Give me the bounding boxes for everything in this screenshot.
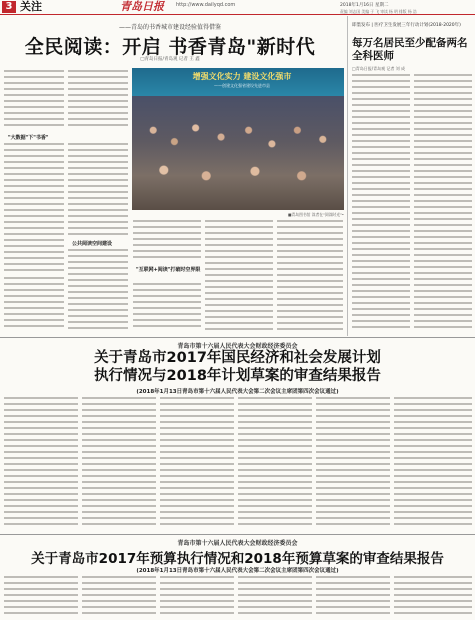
report1-subtitle: (2018年1月13日青岛市第十六届人民代表大会第二次会议主席团第四次会议通过) — [136, 389, 339, 395]
lead-subhead-3: "互联网+阅读"打破时空界限 — [136, 267, 201, 273]
report2-subtitle: (2018年1月13日青岛市第十六届人民代表大会第二次会议主席团第四次会议通过) — [136, 568, 339, 574]
column-divider — [347, 16, 348, 336]
section-divider-2 — [0, 534, 475, 535]
report1-col2 — [82, 397, 156, 529]
photo-banner-subtext: ——创建文化强省建设先进市县 — [214, 83, 270, 88]
lead-body-col3 — [133, 220, 201, 262]
report1-col6 — [394, 397, 472, 529]
lead-body-col2b — [68, 143, 128, 238]
section-title: 关注 — [20, 0, 42, 13]
report1-col4 — [238, 397, 312, 529]
photo-banner-text: 增强文化实力 建设文化强市 — [192, 72, 292, 81]
report1-col3 — [160, 397, 234, 529]
photo-crowd — [132, 96, 344, 210]
lead-body-col1 — [4, 70, 64, 130]
lead-body-col1c — [4, 277, 64, 331]
lead-body-col3b — [133, 283, 201, 331]
report1-headline-line1[interactable]: 关于青岛市2017年国民经济和社会发展计划 — [94, 350, 381, 366]
report2-headline[interactable]: 关于青岛市2017年预算执行情况和2018年预算草案的审查结果报告 — [31, 551, 444, 567]
lead-body-col4 — [205, 220, 273, 331]
sidebar-kicker: 即墨发布 | 医疗卫生发展三年行动计划(2018-2020年) — [352, 23, 461, 28]
editors-line: 责编 刘志国 美编 于 飞 审读 杨 明 排版 杨 浩 — [340, 9, 417, 14]
lead-body-col2c — [68, 249, 128, 331]
report1-col1 — [4, 397, 78, 529]
lead-subhead-2: 公共阅读空间建设 — [72, 241, 113, 247]
lead-kicker: ——青岛的书香城市建设经验值得借鉴 — [118, 24, 221, 31]
lead-body-col5 — [277, 220, 343, 331]
issue-date: 2018年1月16日 星期二 — [340, 3, 389, 8]
photo-caption: ■青岛图书馆 读者在"阅读时光"• — [287, 212, 344, 217]
report2-kicker: 青岛市第十六届人民代表大会财政经济委员会 — [177, 540, 298, 547]
lead-byline: □青岛日报/青岛观 记者 王 鑫 — [140, 57, 200, 62]
report2-col2 — [82, 576, 156, 618]
report1-col5 — [316, 397, 390, 529]
report2-col1 — [4, 576, 78, 618]
report2-col3 — [160, 576, 234, 618]
lead-subhead-1: "大数据"下"书香" — [8, 135, 49, 141]
section-divider-1 — [0, 337, 475, 338]
newspaper-logo: 青岛日报 — [120, 0, 164, 13]
report2-col5 — [316, 576, 390, 618]
report2-col6 — [394, 576, 472, 618]
sidebar-body-col1 — [352, 74, 410, 332]
site-url[interactable]: http://www.dailyqd.com — [176, 2, 236, 8]
sidebar-byline: □青岛日报/青岛观 记者 刘 成 — [352, 66, 405, 71]
lead-body-col1b — [4, 143, 64, 273]
report1-headline-line2[interactable]: 执行情况与2018年计划草案的审查结果报告 — [94, 368, 381, 384]
sidebar-headline[interactable]: 每万名居民至少配备两名全科医师 — [352, 37, 468, 62]
report2-col4 — [238, 576, 312, 618]
lead-photo — [132, 68, 344, 210]
sidebar-body-col2 — [414, 74, 472, 332]
report1-kicker: 青岛市第十六届人民代表大会财政经济委员会 — [177, 343, 298, 350]
lead-headline[interactable]: 全民阅读：开启 书香青岛"新时代 — [24, 36, 316, 58]
lead-body-col2 — [68, 70, 128, 130]
page-number: 3 — [2, 1, 16, 13]
